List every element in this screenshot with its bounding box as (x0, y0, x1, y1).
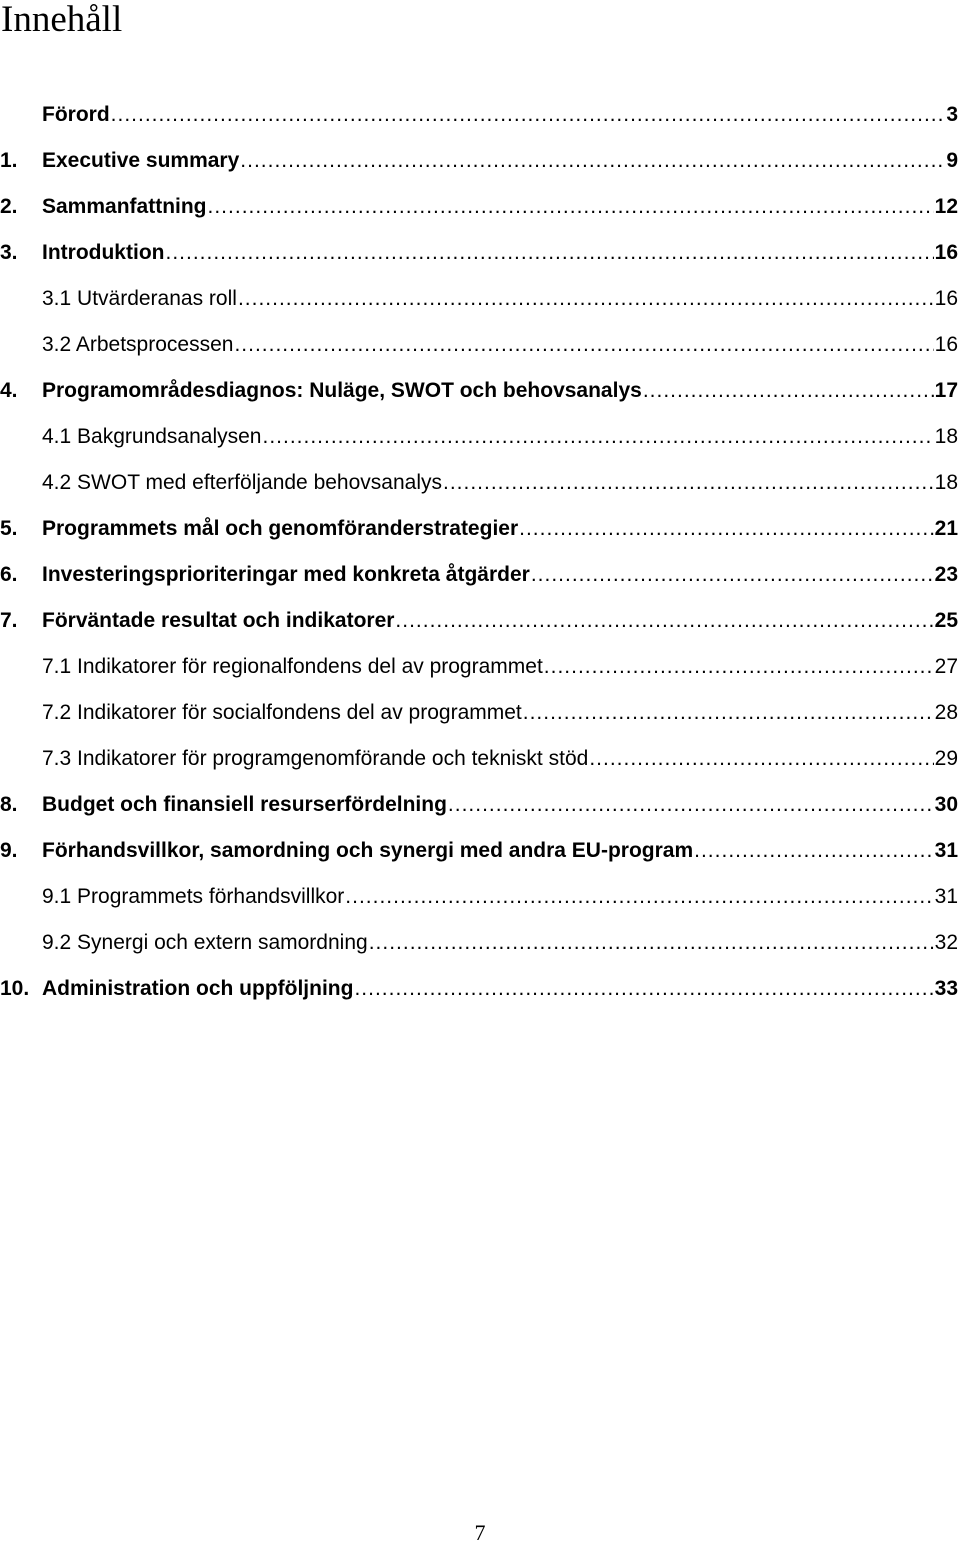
toc-entry-page[interactable]: 16 (934, 333, 958, 356)
toc-dot-leader (544, 644, 934, 690)
toc-entry-label[interactable]: Budget och finansiell resurserfördelning (42, 793, 447, 816)
toc-entry-label[interactable]: 9.1 Programmets förhandsvillkor (42, 885, 345, 908)
toc-entry-label[interactable]: Förhandsvillkor, samordning och synergi med andra EU-program (42, 839, 694, 862)
toc-entry-page[interactable]: 31 (934, 839, 958, 862)
toc-entry-page[interactable]: 23 (934, 563, 958, 586)
toc-entry-page[interactable]: 29 (934, 747, 958, 770)
toc-entry-page[interactable]: 18 (934, 425, 958, 448)
toc-dot-leader (519, 506, 934, 552)
toc-dot-leader (240, 138, 945, 184)
toc-entry[interactable] (0, 782, 958, 828)
toc-entry[interactable] (0, 966, 958, 1012)
toc-dot-leader (443, 460, 934, 506)
toc-entry-number: 6. (0, 563, 18, 586)
toc-entry[interactable] (0, 736, 958, 782)
toc-entry-page[interactable]: 27 (934, 655, 958, 678)
toc-entry-label[interactable]: Investeringsprioriteringar med konkreta åtgärder (42, 563, 530, 586)
toc-dot-leader (369, 920, 934, 966)
toc-entry-number: 1. (0, 149, 18, 172)
toc-dot-leader (531, 552, 934, 598)
toc-entry[interactable] (0, 828, 958, 874)
toc-dot-leader (643, 368, 934, 414)
toc-entry-label[interactable]: 9.2 Synergi och extern samordning (42, 931, 368, 954)
toc-entry[interactable] (0, 414, 958, 460)
toc-entry[interactable] (0, 552, 958, 598)
toc-entry-page[interactable]: 25 (934, 609, 958, 632)
toc-dot-leader (208, 184, 934, 230)
toc-dot-leader (354, 966, 933, 1012)
toc-entry-number: 3. (0, 241, 18, 264)
toc-dot-leader (111, 92, 946, 138)
toc-dot-leader (694, 828, 934, 874)
table-of-contents (0, 92, 958, 1012)
toc-dot-leader (589, 736, 933, 782)
toc-entry[interactable] (0, 874, 958, 920)
toc-entry-number: 5. (0, 517, 18, 540)
toc-dot-leader (263, 414, 934, 460)
toc-entry-label[interactable]: 4.2 SWOT med efterföljande behovsanalys (42, 471, 442, 494)
toc-entry-number: 7. (0, 609, 18, 632)
toc-entry-label[interactable]: Programmets mål och genomföranderstrategier (42, 517, 519, 540)
toc-entry-label[interactable]: Executive summary (42, 149, 240, 172)
toc-entry-label[interactable]: Programområdesdiagnos: Nuläge, SWOT och behovsanalys (42, 379, 642, 402)
toc-entry-page[interactable]: 21 (934, 517, 958, 540)
toc-entry-label[interactable]: Förord (42, 103, 110, 126)
page-number: 7 (474, 1520, 486, 1545)
toc-dot-leader (165, 230, 933, 276)
toc-entry-label[interactable]: 3.1 Utvärderanas roll (42, 287, 237, 310)
toc-entry[interactable] (0, 920, 958, 966)
toc-entry-page[interactable]: 31 (934, 885, 958, 908)
toc-dot-leader (234, 322, 933, 368)
toc-dot-leader (345, 874, 933, 920)
toc-entry-label[interactable]: 7.1 Indikatorer för regionalfondens del av programmet (42, 655, 543, 678)
toc-dot-leader (448, 782, 934, 828)
toc-entry-label[interactable]: Förväntade resultat och indikatorer (42, 609, 395, 632)
toc-entry-page[interactable]: 3 (946, 103, 958, 126)
toc-entry-number: 8. (0, 793, 18, 816)
toc-entry-label[interactable]: Sammanfattning (42, 195, 207, 218)
toc-entry[interactable] (0, 690, 958, 736)
toc-entry-number: 2. (0, 195, 18, 218)
toc-dot-leader (395, 598, 933, 644)
toc-entry[interactable] (0, 276, 958, 322)
toc-entry[interactable] (0, 322, 958, 368)
toc-entry-number: 10. (0, 977, 30, 1000)
toc-entry[interactable] (0, 598, 958, 644)
toc-entry[interactable] (0, 506, 958, 552)
toc-entry-label[interactable]: 3.2 Arbetsprocessen (42, 333, 234, 356)
toc-entry-label[interactable]: 7.3 Indikatorer för programgenomförande och tekniskt stöd (42, 747, 589, 770)
toc-entry-label[interactable]: Administration och uppföljning (42, 977, 354, 1000)
toc-entry[interactable] (0, 460, 958, 506)
toc-entry[interactable] (0, 368, 958, 414)
toc-entry[interactable] (0, 230, 958, 276)
toc-entry-label[interactable]: 7.2 Indikatorer för socialfondens del av programmet (42, 701, 522, 724)
toc-entry-label[interactable]: 4.1 Bakgrundsanalysen (42, 425, 262, 448)
toc-entry[interactable] (0, 92, 958, 138)
toc-entry-page[interactable]: 18 (934, 471, 958, 494)
toc-entry[interactable] (0, 644, 958, 690)
toc-entry-number: 4. (0, 379, 18, 402)
toc-entry-page[interactable]: 17 (934, 379, 958, 402)
page-title: Innehåll (1, 0, 123, 40)
toc-entry[interactable] (0, 138, 958, 184)
toc-entry-page[interactable]: 30 (934, 793, 958, 816)
toc-entry-page[interactable]: 16 (934, 287, 958, 310)
toc-entry-label[interactable]: Introduktion (42, 241, 165, 264)
toc-dot-leader (238, 276, 934, 322)
toc-entry-page[interactable]: 16 (934, 241, 958, 264)
toc-entry-number: 9. (0, 839, 18, 862)
toc-entry-page[interactable]: 9 (946, 149, 958, 172)
toc-entry[interactable] (0, 184, 958, 230)
toc-dot-leader (523, 690, 934, 736)
toc-entry-page[interactable]: 28 (934, 701, 958, 724)
toc-entry-page[interactable]: 12 (934, 195, 958, 218)
toc-entry-page[interactable]: 32 (934, 931, 958, 954)
toc-entry-page[interactable]: 33 (934, 977, 958, 1000)
